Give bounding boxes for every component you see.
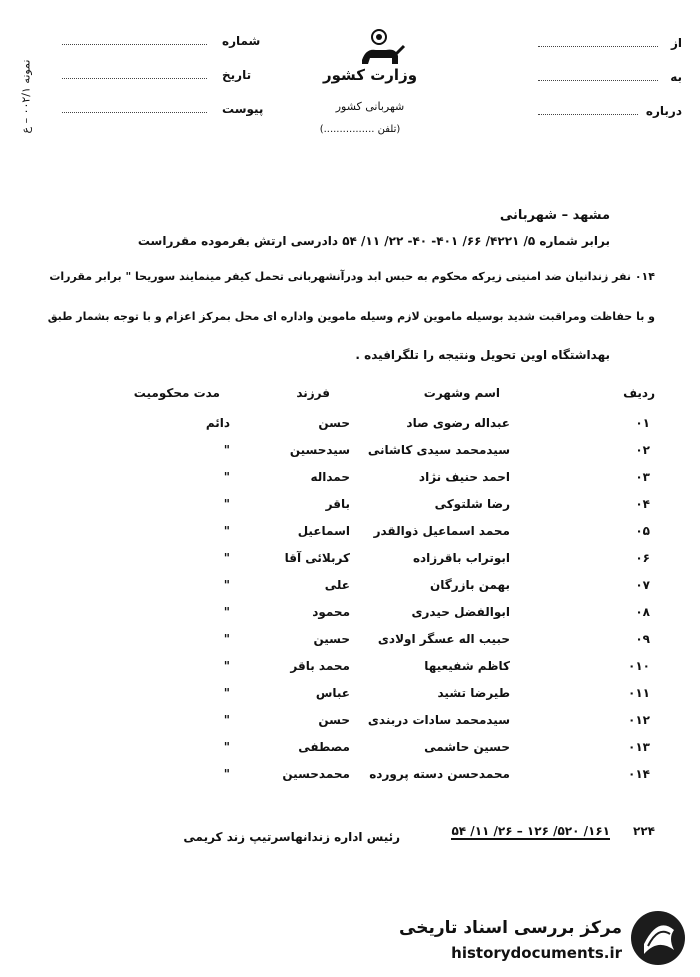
body-line-1: ۰۱۴ نفر زندانیان ضد امنیتی زیرکه محکوم به حبس ابد ودرآنشهربانی تحمل کیفر مینمایند سوریحا " برابر مقررات	[49, 270, 655, 283]
row-number: ۰۱۲	[628, 713, 650, 727]
row-number: ۰۷	[635, 578, 650, 592]
row-number: ۰۹	[635, 632, 650, 646]
to-dots	[538, 80, 658, 81]
row-term: "	[223, 659, 230, 673]
row-number: ۰۱۱	[628, 686, 650, 700]
row-name: حبیب اله عسگر اولادی	[377, 632, 510, 646]
row-term: "	[223, 524, 230, 538]
row-number: ۰۱۰	[628, 659, 650, 673]
row-name: احمد حنیف نژاد	[418, 470, 510, 484]
header-term: مدت محکومیت	[133, 386, 220, 400]
row-number: ۰۶	[635, 551, 650, 565]
subject-label: درباره	[645, 104, 682, 118]
row-name: عبداله رضوی صاد	[406, 416, 510, 430]
ministry-title: وزارت کشور	[322, 66, 418, 84]
row-term: "	[223, 443, 230, 457]
row-term: "	[223, 686, 230, 700]
body-line-3: بهداشتگاه اوین تحویل ونتیجه را تلگرافیده .	[355, 348, 610, 362]
table-row	[0, 416, 700, 440]
row-father: سیدحسین	[289, 443, 350, 457]
row-number: ۰۱	[635, 416, 650, 430]
table-row	[0, 470, 700, 494]
row-name: رضا شلتوکی	[434, 497, 510, 511]
table-row	[0, 578, 700, 602]
table-row	[0, 713, 700, 737]
row-father: علی	[324, 578, 350, 592]
department-title: شهربانی کشور	[335, 100, 405, 113]
table-row	[0, 740, 700, 764]
row-father: کربلائی آقا	[284, 551, 350, 565]
from-label: از	[670, 36, 682, 50]
row-number: ۰۳	[635, 470, 650, 484]
row-name: محمدحسن دسته پرورده	[369, 767, 510, 781]
row-father: عباس	[315, 686, 350, 700]
row-father: حسین	[313, 632, 350, 646]
table-row	[0, 605, 700, 629]
row-name: حسین حاشمی	[424, 740, 510, 754]
row-term: "	[223, 740, 230, 754]
row-number: ۰۱۳	[628, 740, 650, 754]
table-row	[0, 551, 700, 575]
row-number: ۰۱۴	[628, 767, 650, 781]
footer-reference: ۱۶۱/ ۵۲۰/ ۱۲۶ – ۲۶/ ۱۱/ ۵۴	[451, 824, 610, 838]
row-term: "	[223, 470, 230, 484]
row-name: کاظم شفیعیها	[424, 659, 510, 673]
row-name: محمد اسماعیل ذوالقدر	[373, 524, 510, 538]
row-number: ۰۵	[635, 524, 650, 538]
row-term: "	[223, 767, 230, 781]
header-name: اسم وشهرت	[423, 386, 500, 400]
form-code: نمونه ۰۰۲/۱ – ع	[19, 59, 33, 134]
lion-and-sun-emblem-icon	[352, 26, 406, 68]
row-term: "	[223, 578, 230, 592]
watermark-site: historydocuments.ir	[451, 944, 622, 962]
to-label: به	[670, 70, 682, 84]
attachment-label: پیوست	[222, 102, 264, 116]
number-dots	[62, 44, 207, 45]
body-line-2: و با حفاظت ومراقبت شدید بوسیله ماموین لازم وسیله ماموین واداره ای محل بمرکز اعزام و با توجه بشمار طبق	[47, 310, 655, 323]
signature-line: رئیس اداره زندانهاسرتیپ زند کریمی	[183, 830, 400, 844]
row-term: "	[223, 632, 230, 646]
table-row	[0, 686, 700, 710]
addressee: مشهد – شهربانی	[499, 208, 610, 223]
number-label: شماره	[222, 34, 261, 48]
row-name: سیدمحمد سادات دربندی	[367, 713, 510, 727]
row-term: دائم	[205, 416, 230, 430]
table-row	[0, 524, 700, 548]
row-father: حسن	[318, 416, 350, 430]
row-name: سیدمحمد سیدی کاشانی	[367, 443, 510, 457]
watermark-brand: مرکز بررسی اسناد تاریخی	[399, 918, 622, 938]
table-row	[0, 443, 700, 467]
row-father: حمداله	[310, 470, 350, 484]
row-term: "	[223, 497, 230, 511]
table-row	[0, 767, 700, 791]
attachment-dots	[62, 112, 207, 113]
row-term: "	[223, 605, 230, 619]
header-father: فرزند	[296, 386, 330, 400]
row-number: ۰۸	[635, 605, 650, 619]
date-dots	[62, 78, 207, 79]
from-dots	[538, 46, 658, 47]
reference-line: برابر شماره ۵/ ۴۲۲۱/ ۶۶/ ۴۰۱- ۴۰- ۲۲/ ۱۱/ ۵۴ دادرسی ارتش بفرموده مقرراست	[137, 234, 610, 248]
row-number: ۰۴	[635, 497, 650, 511]
header-num: ردیف	[623, 386, 655, 400]
table-row	[0, 659, 700, 683]
row-father: باقر	[325, 497, 350, 511]
phone-line: (تلفن ................)	[319, 124, 401, 135]
subject-dots	[538, 114, 638, 115]
row-term: "	[223, 551, 230, 565]
row-name: بهمن بازرگان	[429, 578, 510, 592]
table-row	[0, 632, 700, 656]
footer-code: ۲۲۴	[633, 824, 655, 838]
row-father: اسماعیل	[297, 524, 350, 538]
row-father: محمدحسین	[282, 767, 350, 781]
date-label: تاریخ	[222, 68, 252, 82]
row-father: مصطفی	[298, 740, 350, 754]
row-father: محمد باقر	[290, 659, 350, 673]
document-center-logo-icon	[628, 908, 688, 968]
row-term: "	[223, 713, 230, 727]
table-row	[0, 497, 700, 521]
row-name: ابوتراب باقرزاده	[412, 551, 510, 565]
row-name: طیرضا تشید	[437, 686, 510, 700]
row-number: ۰۲	[635, 443, 650, 457]
row-father: حسن	[318, 713, 350, 727]
row-father: محمود	[312, 605, 350, 619]
row-name: ابوالفضل حیدری	[411, 605, 510, 619]
